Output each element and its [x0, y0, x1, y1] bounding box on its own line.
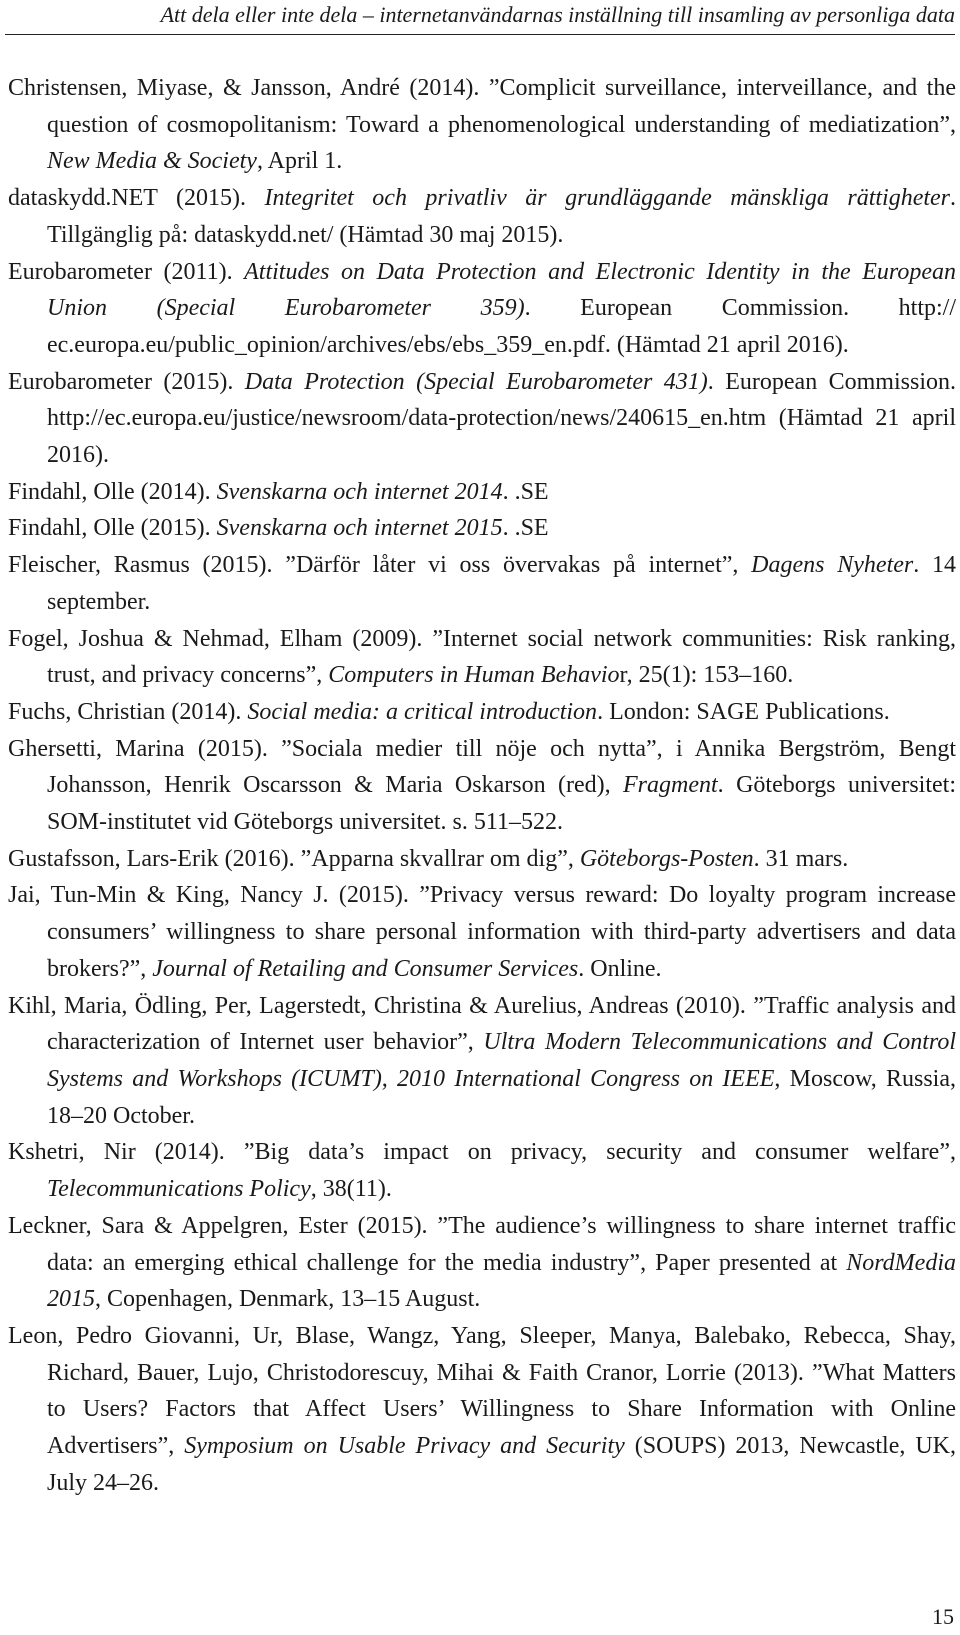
reference-title: Dagens Nyheter [751, 552, 914, 579]
reference-entry [8, 731, 956, 841]
reference-title: Data Protection (Special Eurobarometer 431) [244, 368, 708, 395]
header-rule [5, 34, 955, 35]
reference-entry [8, 547, 956, 620]
reference-text: Eurobarometer (2015). [8, 368, 245, 395]
reference-text: Leon, Pedro Giovanni, Ur, Blase, Wangz, Yang, Sleeper, Manya, Balebako, Rebecca, Shay, Richard, Bauer, Lujo, Christodorescuy, Mihai & Faith Cranor, Lorrie (2013). ”What Matters to Users? Factors that Affect Users’ Willingness to Share Information with Online Advertisers”, [8, 1322, 956, 1460]
reference-text: , 38(11). [310, 1176, 392, 1203]
reference-title: Integritet och privatliv är grundläggande mänskliga rättigheter [264, 185, 951, 212]
reference-text: , April 1. [256, 148, 343, 175]
reference-title: Svenskarna och internet 2014 [216, 478, 503, 505]
reference-text: Eurobarometer (2011). [8, 258, 245, 285]
reference-entry [8, 877, 956, 987]
reference-entry [8, 1318, 956, 1502]
reference-title: Telecommunications Policy [47, 1176, 311, 1203]
reference-title: Fragment [623, 772, 718, 799]
reference-text: . 31 mars. [753, 845, 849, 872]
reference-entry [8, 1134, 956, 1207]
reference-list [8, 70, 956, 1501]
reference-text: , Copenhagen, Denmark, 13–15 August. [95, 1286, 481, 1313]
reference-title: Computers in Human Behavio [328, 662, 620, 689]
reference-text: Fogel, Joshua & Nehmad, Elham (2009). ”Internet social network communities: Risk ranking, trust, and privacy concerns”, [8, 625, 956, 689]
reference-text: Kshetri, Nir (2014). ”Big data’s impact on privacy, security and consumer welfare”, [8, 1139, 956, 1166]
reference-entry [8, 474, 956, 511]
reference-text: Kihl, Maria, Ödling, Per, Lagerstedt, Christina & Aurelius, Andreas (2010). ”Traffic analysis and characterization of Internet user behavior”, [8, 992, 956, 1056]
reference-text: Findahl, Olle (2015). [8, 515, 217, 542]
reference-text: . Online. [578, 955, 662, 982]
running-header: Att dela eller inte dela – internetanvändarnas inställning till insamling av personliga data [160, 2, 955, 27]
reference-text: Jai, Tun-Min & King, Nancy J. (2015). ”Privacy versus reward: Do loyalty program increase consumers’ willingness to share personal information with third-party advertisers and data brokers?”, [8, 882, 956, 982]
reference-entry [8, 364, 956, 474]
page-number: 15 [932, 1604, 954, 1629]
reference-entry [8, 510, 956, 547]
reference-title: New Media & Society [47, 148, 257, 175]
reference-title: NordMedia 2015 [47, 1249, 956, 1313]
reference-entry [8, 70, 956, 180]
reference-text: . European Commission. http://ec.europa.eu/justice/newsroom/data-protection/​news/240615_en.htm (Hämtad 21 april 2016). [47, 368, 956, 469]
reference-title: Svenskarna och internet 2015 [216, 515, 503, 542]
reference-text: . European Commission. http://​ec.europa.eu/public_opinion/archives/ebs/ebs_359_en.pdf. (Hämtad 21 april 2016). [47, 295, 957, 358]
reference-text: . .SE [502, 478, 549, 505]
reference-text: Fuchs, Christian (2014). [8, 698, 248, 725]
reference-text: . Tillgänglig på: dataskydd.net/ (Hämtad 30 maj 2015). [47, 185, 957, 248]
reference-text: Ghersetti, Marina (2015). ”Sociala medier till nöje och nytta”, i Annika Bergström, Bengt Johansson, Henrik Oscarsson & Maria Oskarson (red), [8, 735, 956, 799]
reference-text: r, 25(1): 153–160. [619, 662, 794, 689]
reference-text: . London: SAGE Publications. [597, 698, 890, 725]
reference-text: Christensen, Miyase, & Jansson, André (2014). ”Complicit surveillance, interveillance, and the question of cosmopolitanism: Toward a phenomenological understanding of mediatization”, [8, 75, 956, 138]
reference-title: Social media: a critical introduction [247, 698, 598, 725]
reference-entry [8, 180, 956, 253]
reference-entry [8, 841, 956, 878]
reference-text: . Göteborgs universitet: SOM-institutet vid Göteborgs universitet. s. 511–522. [47, 772, 956, 836]
reference-title: Journal of Retailing and Consumer Services [152, 955, 579, 982]
reference-entry [8, 694, 956, 731]
reference-entry [8, 621, 956, 694]
reference-text: Findahl, Olle (2014). [8, 478, 217, 505]
reference-title: Ultra Modern Telecommunications and Control Systems and Workshops (ICUMT), 2010 International Congress on IEEE [47, 1029, 956, 1092]
reference-text: (SOUPS) 2013, Newcastle, UK, July 24–26. [47, 1433, 956, 1496]
reference-entry [8, 254, 956, 364]
reference-title: Göteborgs-Posten [579, 845, 754, 872]
reference-text: . 14 september. [47, 552, 957, 615]
reference-text: Gustafsson, Lars-Erik (2016). ”Apparna skvallrar om dig”, [8, 845, 580, 872]
reference-text: Fleischer, Rasmus (2015). ”Därför låter vi oss övervakas på internet”, [8, 552, 752, 579]
reference-text: dataskydd.NET (2015). [8, 185, 265, 212]
reference-text: Leckner, Sara & Appelgren, Ester (2015). ”The audience’s willingness to share internet traffic data: an emerging ethical challenge for the media industry”, Paper presented at [8, 1212, 956, 1276]
reference-text: . .SE [502, 515, 549, 542]
reference-title: Attitudes on Data Protection and Electronic Identity in the European Union (Special Eurobarometer 359) [47, 258, 956, 322]
reference-title: Symposium on Usable Privacy and Security [184, 1433, 625, 1460]
reference-text: , Moscow, Russia, 18–20 October. [47, 1065, 956, 1129]
reference-entry [8, 1208, 956, 1318]
reference-entry [8, 988, 956, 1135]
